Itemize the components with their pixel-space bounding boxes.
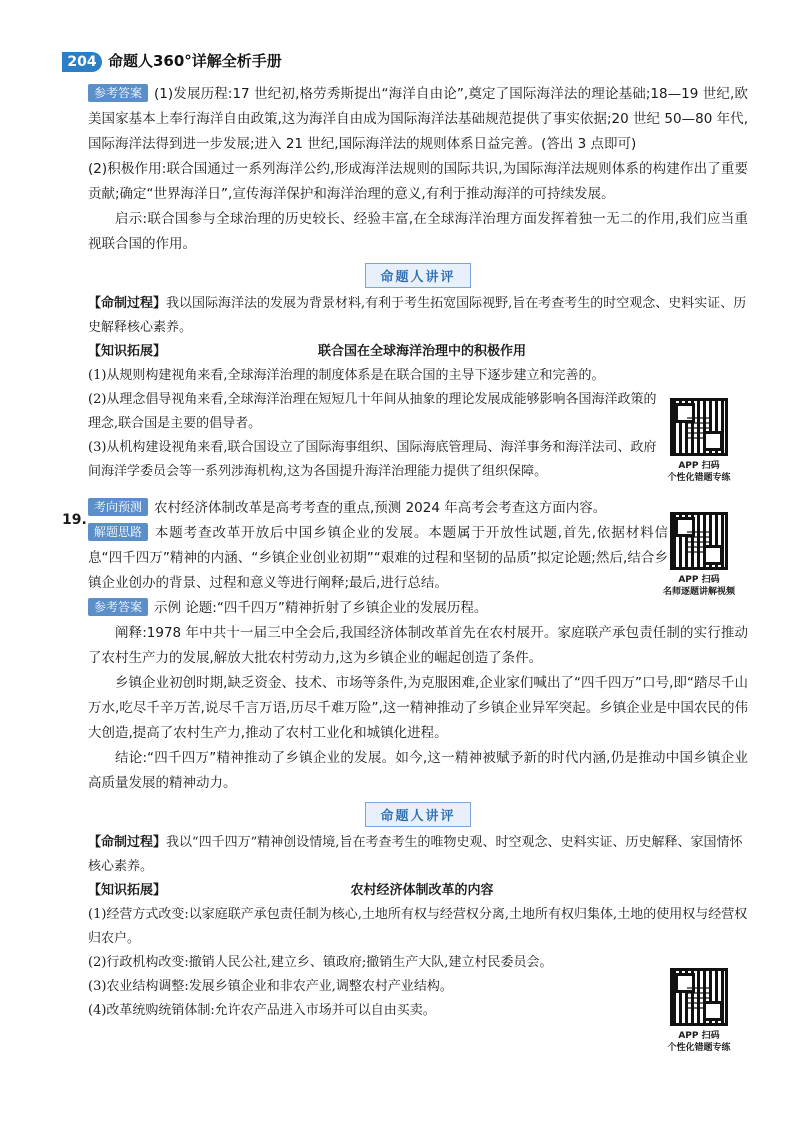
page-header (0, 0, 800, 42)
qr-caption-3: APP 扫码 个性化错题专练 (667, 1031, 731, 1053)
q18-answer-p3: 启示:联合国参与全球治理的历史较长、经验丰富,在全球海洋治理方面发挥着独一无二的作用,我们应当重视联合国的作用。 (88, 211, 748, 252)
q18-ext-header (88, 340, 748, 364)
q18-process: 【命制过程】我以国际海洋法的发展为背景材料,有利于考生拓宽国际视野,旨在考查考生的时空观念、史料实证、历史解释核心素养。 (88, 296, 747, 335)
q19-answer-p3: 结论:“四千四万”精神推动了乡镇企业的发展。如今,这一精神被赋予新的时代内涵,仍是推动中国乡镇企业高质量发展的精神动力。 (88, 750, 748, 791)
book-title: 命题人360°详解全析手册 (108, 52, 282, 70)
qr-code-icon[interactable] (670, 968, 728, 1026)
q19-ext-item-1: (1)经营方式改变:以家庭联产承包责任制为核心,土地所有权与经营权分离,土地所有权归集体,土地的使用权与经营权归农户。 (88, 907, 748, 946)
q19-ext-item-4: (4)改革统购统销体制:允许农产品进入市场并可以自由买卖。 (88, 1003, 436, 1018)
prediction-tag: 考向预测 (88, 498, 148, 516)
q19-ext-item-3: (3)农业结构调整:发展乡镇企业和非农产业,调整农村产业结构。 (88, 979, 453, 994)
q18-answer-p1: 参考答案 (1)发展历程:17 世纪初,格劳秀斯提出“海洋自由论”,奠定了国际海洋法的理论基础;18—19 世纪,欧美国家基本上奉行海洋自由政策,这为海洋自由成为国际海洋法基础规范提供了事实依据;20 世纪 50—80 年代,国际海洋法得到进一步发展;进入 21 世纪,国际海洋法的规则体系日益完善。(答出 3 点即可) (88, 86, 748, 152)
q18-answer-p2: (2)积极作用:联合国通过一系列海洋公约,形成海洋法规则的国际共识,为国际海洋法规则体系的构建作出了重要贡献;确定“世界海洋日”,宣传海洋保护和海洋治理的意义,有利于推动海洋的可持续发展。 (88, 161, 748, 202)
qr-caption-2: APP 扫码 名师逐题讲解视频 (662, 575, 735, 597)
q19-ext-title: 农村经济体制改革的内容 (350, 883, 494, 898)
q18-ext-item-2: (2)从理念倡导视角来看,全球海洋治理在短短几十年间从抽象的理论发展成能够影响各国海洋政策的理念,联合国是主要的倡导者。 (88, 392, 657, 431)
qr-code-icon[interactable] (670, 512, 728, 570)
q19-answer-p2: 乡镇企业初创时期,缺乏资金、技术、市场等条件,为克服困难,企业家们喊出了“四千四万”口号,即“踏尽千山万水,吃尽千辛万苦,说尽千言万语,历尽千难万险”,这一精神推动了乡镇企业异军突起。乡镇企业是中国农民的伟大创造,提高了农村生产力,推动了农村工业化和城镇化进程。 (88, 675, 748, 741)
answer-tag-2: 参考答案 (88, 598, 148, 616)
commentary-banner-1: 命题人讲评 (88, 263, 748, 288)
q19-answer-p1: 阐释:1978 年中共十一届三中全会后,我国经济体制改革首先在农村展开。家庭联产承包责任制的实行推动了农村生产力的发展,解放大批农村劳动力,这为乡镇企业的崛起创造了条件。 (88, 625, 748, 666)
page-content (88, 82, 748, 1023)
q19-process: 【命制过程】我以“四千四万”精神创设情境,旨在考查考生的唯物史观、时空观念、史料实证、历史解释、家国情怀核心素养。 (88, 835, 743, 874)
q18-ext-label: 【知识拓展】 (88, 344, 167, 359)
q19-approach: 解题思路 本题考查改革开放后中国乡镇企业的发展。本题属于开放性试题,首先,依据材料信息“四千四万”精神的内涵、“乡镇企业创业初期”“艰难的过程和坚韧的品质”拟定论题;然后,结合乡镇企业创办的背景、过程和意义等进行阐释;最后,进行总结。 (88, 525, 668, 591)
approach-tag: 解题思路 (88, 523, 148, 541)
qr-caption-1: APP 扫码 个性化错题专练 (667, 461, 731, 483)
commentary-banner-2: 命题人讲评 (88, 802, 748, 827)
q19-answer-intro: 参考答案 示例 论题:“四千四万”精神折射了乡镇企业的发展历程。 (88, 596, 748, 621)
page-number: 204 (62, 52, 102, 72)
question-number-19: 19. (62, 512, 87, 528)
q18-ext-item-1: (1)从规则构建视角来看,全球海洋治理的制度体系是在联合国的主导下逐步建立和完善的。 (88, 368, 605, 383)
q19-ext-header (88, 879, 748, 903)
q18-ext-title: 联合国在全球海洋治理中的积极作用 (318, 344, 527, 359)
qr-code-icon[interactable] (670, 398, 728, 456)
q19-ext-item-2: (2)行政机构改变:撤销人民公社,建立乡、镇政府;撤销生产大队,建立村民委员会。 (88, 955, 553, 970)
q19-ext-label: 【知识拓展】 (88, 883, 167, 898)
q19-prediction: 考向预测 农村经济体制改革是高考考查的重点,预测 2024 年高考会考查这方面内容。 (88, 496, 748, 521)
q18-ext-item-3: (3)从机构建设视角来看,联合国设立了国际海事组织、国际海底管理局、海洋事务和海洋法司、政府间海洋学委员会等一系列涉海机构,这为各国提升海洋治理能力提供了组织保障。 (88, 440, 657, 479)
answer-tag: 参考答案 (88, 84, 148, 102)
